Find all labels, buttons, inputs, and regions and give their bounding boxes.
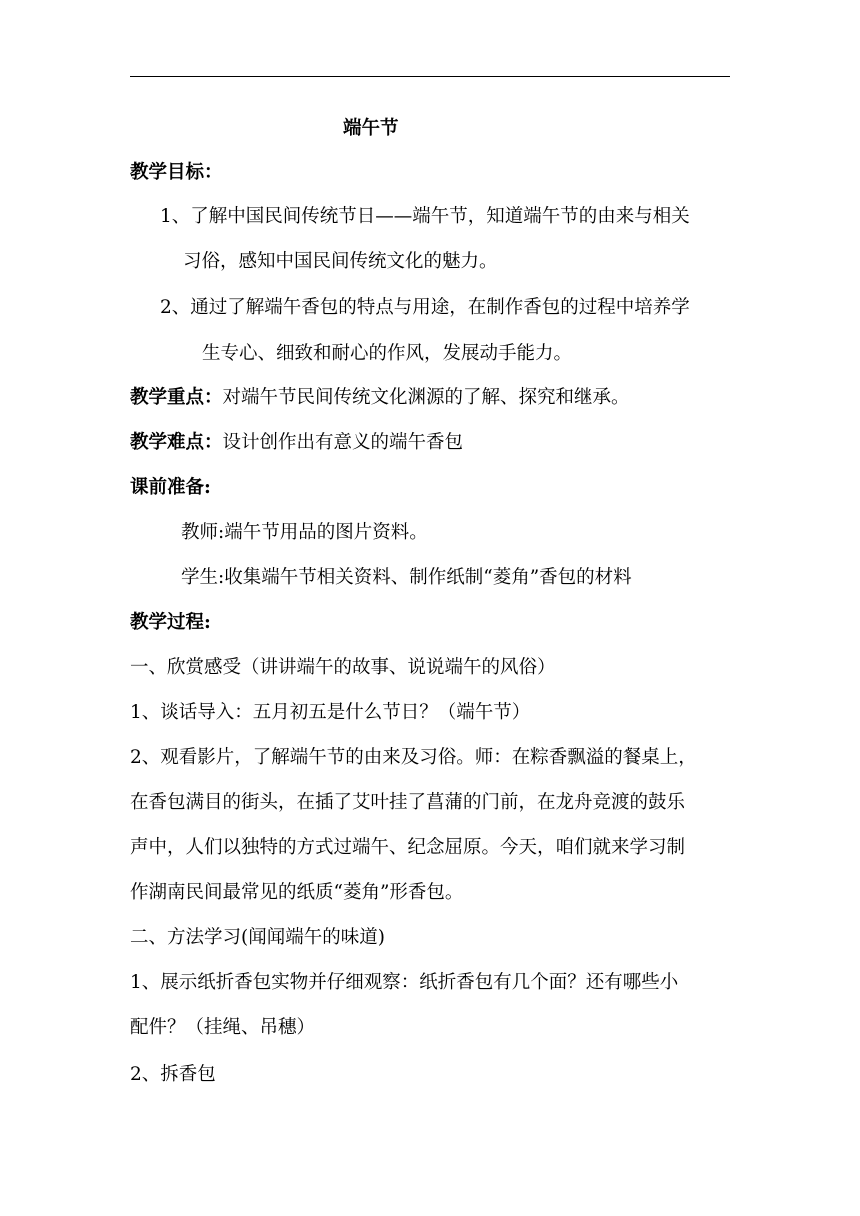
objective-1-line-2: 习俗，感知中国民间传统文化的魅力。 (183, 251, 498, 272)
step-1-2-line-2: 在香包满目的街头，在插了艾叶挂了菖蒲的门前，在龙舟竞渡的鼓乐 (130, 792, 686, 813)
difficulty-paragraph (130, 430, 463, 456)
key-point-text: 对端午节民间传统文化渊源的了解、探究和继承。 (222, 387, 630, 408)
section-2-heading: 二、方法学习(闻闻端午的味道) (130, 927, 385, 948)
step-1-2-line-4: 作湖南民间最常见的纸质“菱角”形香包。 (130, 882, 464, 903)
key-point-paragraph (130, 385, 630, 411)
step-1-2-line-3: 声中，人们以独特的方式过端午、纪念屈原。今天，咱们就来学习制 (130, 837, 686, 858)
process-heading: 教学过程: (130, 612, 211, 633)
header-rule (130, 76, 730, 77)
objective-1-line-1: 1、了解中国民间传统节日——端午节，知道端午节的由来与相关 (160, 206, 690, 227)
difficulty-text: 设计创作出有意义的端午香包 (222, 432, 464, 453)
step-1-1: 1、谈话导入：五月初五是什么节日？（端午节） (130, 702, 531, 723)
teacher-preparation: 教师:端午节用品的图片资料。 (181, 522, 428, 543)
preparation-heading: 课前准备: (130, 477, 211, 498)
objective-2-line-2: 生专心、细致和耐心的作风，发展动手能力。 (202, 343, 573, 364)
key-point-label: 教学重点： (130, 387, 223, 408)
step-2-1-line-2: 配件？（挂绳、吊穗） (130, 1017, 316, 1038)
objectives-heading: 教学目标： (130, 162, 223, 183)
step-2-2: 2、拆香包 (130, 1064, 216, 1085)
step-1-2-line-1: 2、观看影片，了解端午节的由来及习俗。师：在粽香飘溢的餐桌上， (130, 747, 697, 768)
document-title: 端午节 (343, 118, 399, 139)
difficulty-label: 教学难点： (130, 432, 223, 453)
student-preparation: 学生:收集端午节相关资料、制作纸制“菱角”香包的材料 (181, 567, 632, 588)
objective-2-line-1: 2、通过了解端午香包的特点与用途，在制作香包的过程中培养学 (160, 297, 690, 318)
section-1-heading: 一、欣赏感受（讲讲端午的故事、说说端午的风俗） (130, 657, 556, 678)
step-2-1-line-1: 1、展示纸折香包实物并仔细观察：纸折香包有几个面？还有哪些小 (130, 972, 679, 993)
